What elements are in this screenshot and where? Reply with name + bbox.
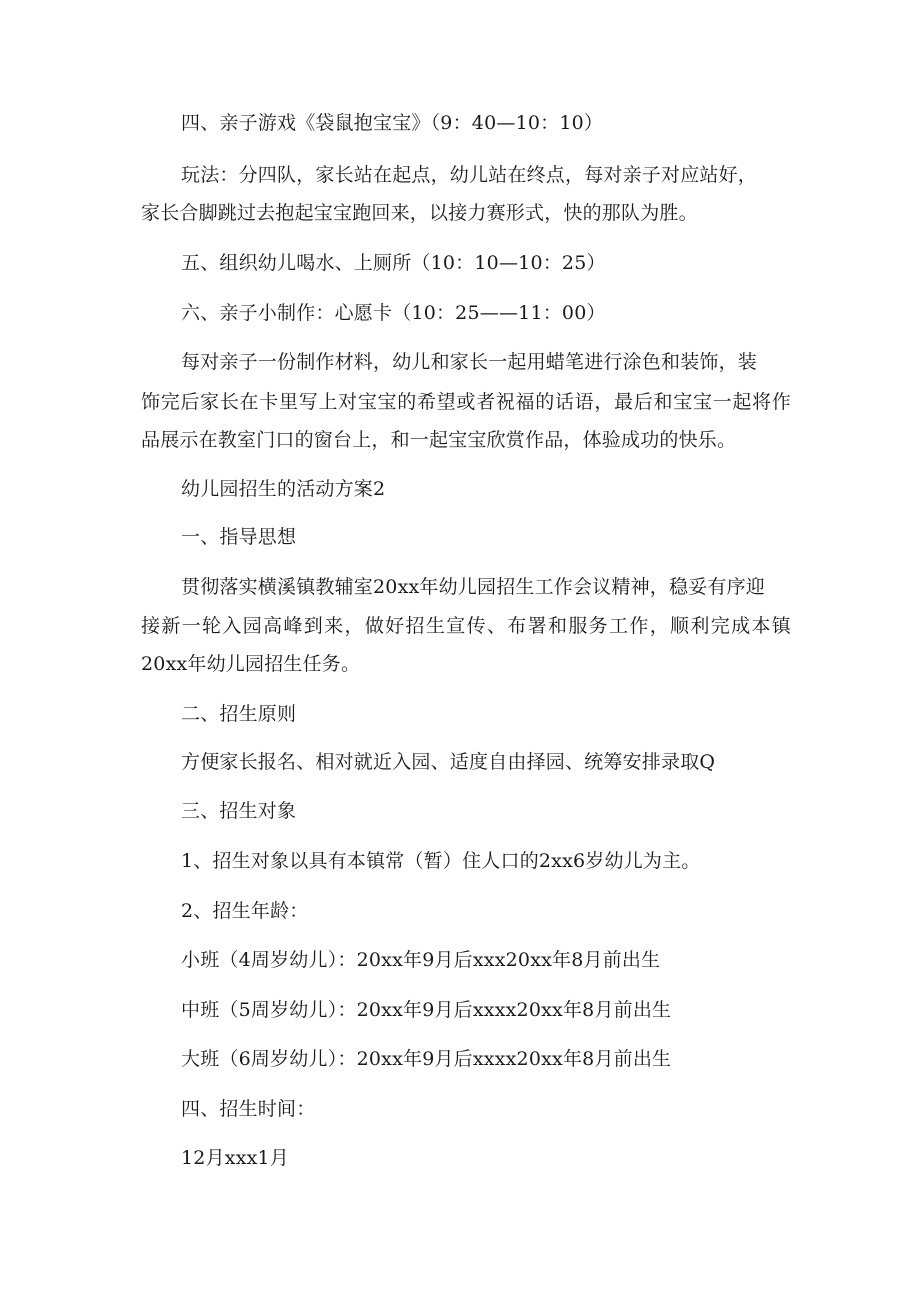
- enrollment-principle-text: 方便家长报名、相对就近入园、适度自由择园、统筹安排录取Q: [181, 751, 716, 773]
- game-rules-line-2: 家长合脚跳过去抱起宝宝跑回来，以接力赛形式，快的那队为胜。: [141, 202, 698, 224]
- guiding-thought-line-2: 接新一轮入园高峰到来，做好招生宣传、布署和服务工作，顺利完成本镇: [141, 615, 791, 637]
- heading-enrollment-target: 三、招生对象: [181, 800, 297, 822]
- heading-parent-child-game: 四、亲子游戏《袋鼠抱宝宝》（9：40—10：10）: [181, 112, 604, 134]
- guiding-thought-line-1: 贯彻落实横溪镇教辅室20xx年幼儿园招生工作会议精神，稳妥有序迎: [181, 576, 766, 598]
- wish-card-line-1: 每对亲子一份制作材料，幼儿和家长一起用蜡笔进行涂色和装饰，装: [181, 351, 758, 373]
- heading-enrollment-principle: 二、招生原则: [181, 703, 297, 725]
- age-large-class: 大班（6周岁幼儿）：20xx年9月后xxxx20xx年8月前出生: [181, 1048, 672, 1070]
- plan-2-title: 幼儿园招生的活动方案2: [181, 478, 386, 500]
- age-small-class: 小班（4周岁幼儿）：20xx年9月后xxx20xx年8月前出生: [181, 949, 661, 971]
- heading-wish-card: 六、亲子小制作：心愿卡（10：25——11：00）: [181, 302, 606, 324]
- enrollment-time-text: 12月xxx1月: [181, 1147, 290, 1169]
- heading-guiding-thought: 一、指导思想: [181, 526, 297, 548]
- guiding-thought-line-3: 20xx年幼儿园招生任务。: [141, 653, 361, 675]
- wish-card-line-3: 品展示在教室门口的窗台上，和一起宝宝欣赏作品，体验成功的快乐。: [141, 429, 737, 451]
- enrollment-target-item-2: 2、招生年龄：: [181, 900, 309, 922]
- wish-card-line-2: 饰完后家长在卡里写上对宝宝的希望或者祝福的话语，最后和宝宝一起将作: [141, 391, 791, 413]
- game-rules-line-1: 玩法：分四队，家长站在起点，幼儿站在终点，每对亲子对应站好，: [181, 164, 758, 186]
- heading-drink-water: 五、组织幼儿喝水、上厕所（10：10—10：25）: [181, 252, 606, 274]
- age-middle-class: 中班（5周岁幼儿）：20xx年9月后xxxx20xx年8月前出生: [181, 999, 672, 1021]
- enrollment-target-item-1: 1、招生对象以具有本镇常（暂）住人口的2xx6岁幼儿为主。: [181, 850, 701, 872]
- heading-enrollment-time: 四、招生时间：: [181, 1098, 316, 1120]
